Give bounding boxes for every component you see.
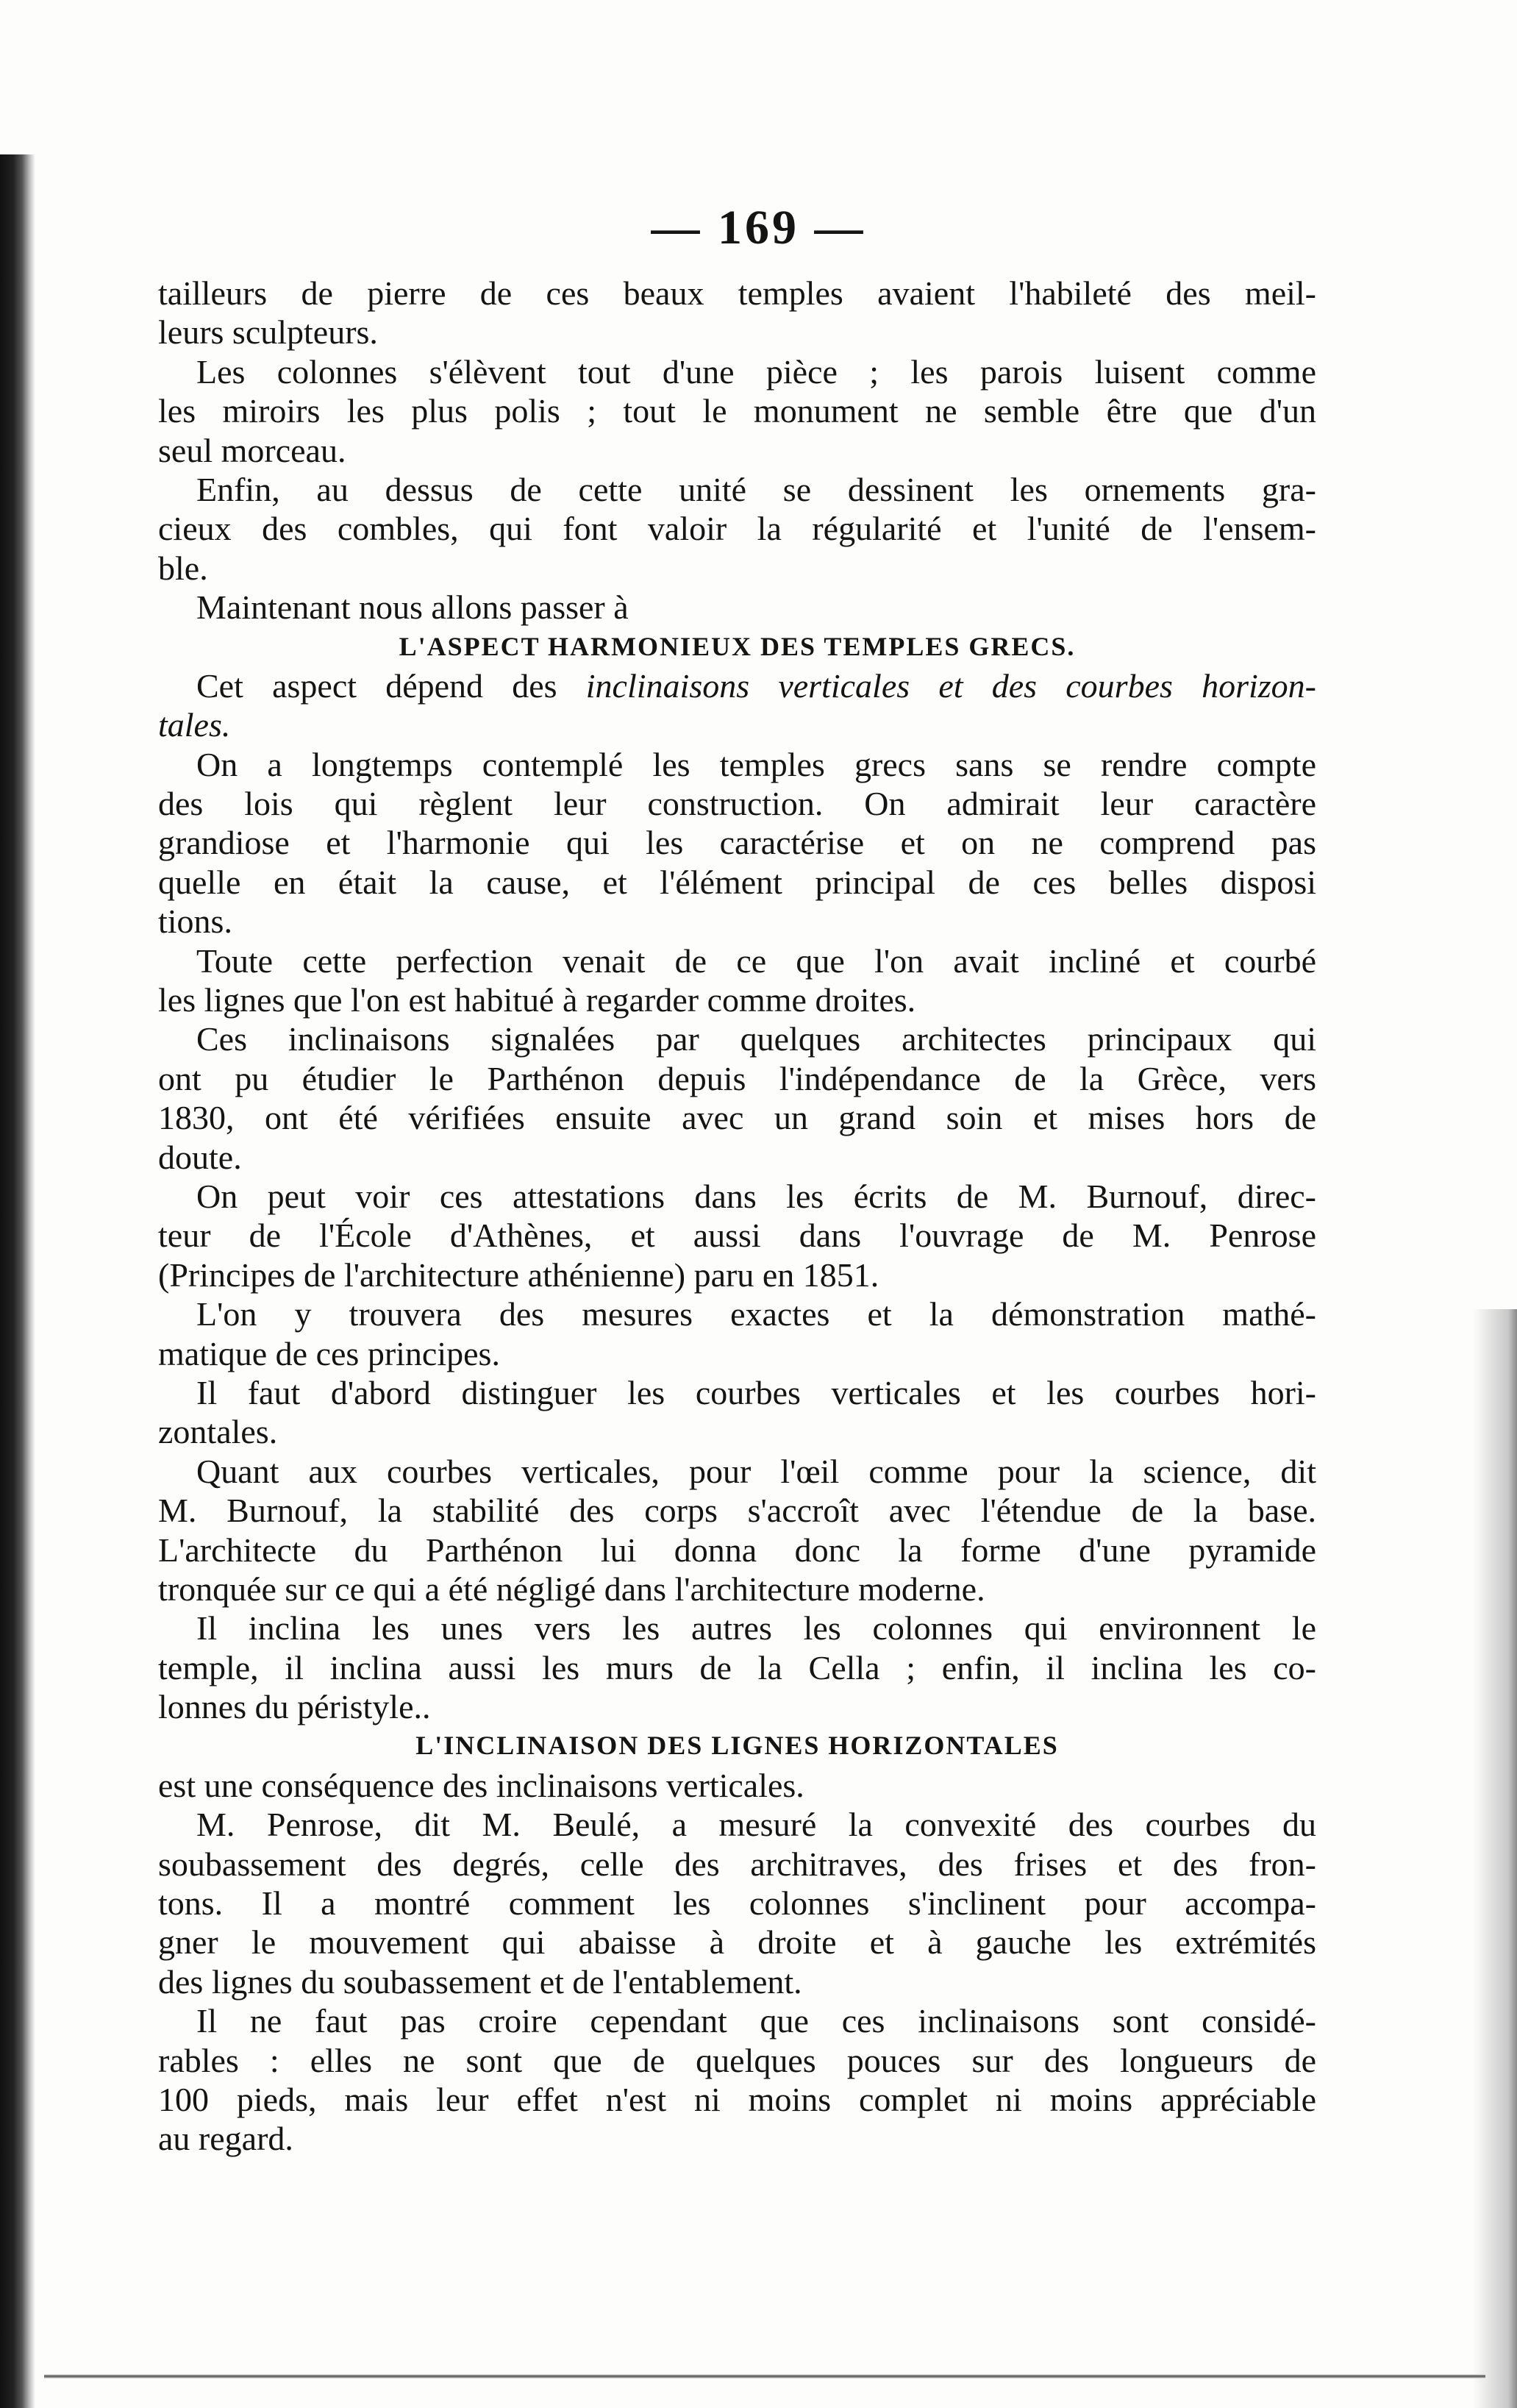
text-line: On peut voir ces attestations dans les écrits de M. Burnouf, direc-	[196, 1177, 1316, 1215]
text-line: Enfin, au dessus de cette unité se dessinent les ornements gra-	[196, 470, 1316, 508]
text-line: tons. Il a montré comment les colonnes s'inclinent pour accompa-	[158, 1884, 1316, 1923]
text-line: Il faut d'abord distinguer les courbes verticales et les courbes hori-	[196, 1373, 1316, 1411]
text-line: (Principes de l'architecture athénienne) paru en 1851.	[158, 1255, 879, 1294]
text-line: tronquée sur ce qui a été négligé dans l'architecture moderne.	[158, 1570, 985, 1608]
text-line: seul morceau.	[158, 431, 346, 469]
text-line: lonnes du péristyle..	[158, 1688, 431, 1726]
text-line: Quant aux courbes verticales, pour l'œil comme pour la science, dit	[196, 1452, 1316, 1490]
text-line: Toute cette perfection venait de ce que l'on avait incliné et courbé	[196, 941, 1316, 980]
text-line: Il inclina les unes vers les autres les colonnes qui environnent le	[196, 1609, 1316, 1648]
text-run: Cet aspect dépend des	[196, 666, 586, 705]
text-line: grandiose et l'harmonie qui les caractérise et on ne comprend pas	[158, 824, 1316, 862]
text-body	[158, 274, 1316, 2159]
text-line: au regard.	[158, 2120, 293, 2158]
text-line: M. Burnouf, la stabilité des corps s'accroît avec l'étendue de la base.	[158, 1492, 1316, 1530]
text-line: doute.	[158, 1138, 242, 1176]
text-line: Les colonnes s'élèvent tout d'une pièce ; les parois luisent comme	[196, 352, 1316, 391]
text-line: Ces inclinaisons signalées par quelques architectes principaux qui	[196, 1020, 1316, 1058]
text-line: des lois qui règlent leur construction. On admirait leur caractère	[158, 785, 1316, 823]
text-line: 1830, ont été vérifiées ensuite avec un grand soin et mises hors de	[158, 1099, 1316, 1137]
text-line: soubassement des degrés, celle des architraves, des frises et des fron-	[158, 1845, 1316, 1883]
text-line: matique de ces principes.	[158, 1334, 500, 1372]
text-line: quelle en était la cause, et l'élément principal de ces belles disposi	[158, 863, 1316, 901]
text-line: teur de l'École d'Athènes, et aussi dans l'ouvrage de M. Penrose	[158, 1217, 1316, 1255]
text-line: temple, il inclina aussi les murs de la Cella ; enfin, il inclina les co-	[158, 1648, 1316, 1686]
text-line: On a longtemps contemplé les temples grecs sans se rendre compte	[196, 745, 1316, 783]
text-line: zontales.	[158, 1413, 278, 1451]
page-number: — 169 —	[651, 201, 866, 254]
text-line: rables : elles ne sont que de quelques pouces sur des longueurs de	[158, 2041, 1316, 2079]
text-line: leurs sculpteurs.	[158, 313, 378, 352]
text-line: des lignes du soubassement et de l'entablement.	[158, 1962, 802, 2001]
page-edge-shadow	[1473, 1309, 1517, 2408]
italic-text-run: inclinaisons verticales et des courbes horizon-	[585, 666, 1316, 705]
bottom-edge	[44, 2374, 1485, 2379]
text-line: les lignes que l'on est habitué à regarder comme droites.	[158, 981, 916, 1019]
text-line: 100 pieds, mais leur effet n'est ni moins complet ni moins appréciable	[158, 2080, 1316, 2118]
text-line: Il ne faut pas croire cependant que ces inclinaisons sont considé-	[196, 2002, 1316, 2040]
text-line: tailleurs de pierre de ces beaux temples avaient l'habileté des meil-	[158, 274, 1316, 312]
text-line: tions.	[158, 902, 232, 941]
text-line: tales.	[158, 706, 231, 744]
text-line	[158, 666, 1316, 705]
text-line: gner le mouvement qui abaisse à droite et à gauche les extrémités	[158, 1923, 1316, 1962]
text-line: Maintenant nous allons passer à	[196, 588, 629, 627]
text-line: ble.	[158, 549, 208, 587]
text-line: L'on y trouvera des mesures exactes et la démonstration mathé-	[196, 1295, 1316, 1333]
text-line: les miroirs les plus polis ; tout le monument ne semble être que d'un	[158, 392, 1316, 430]
text-line: cieux des combles, qui font valoir la régularité et l'unité de l'ensem-	[158, 510, 1316, 548]
text-line: est une conséquence des inclinaisons verticales.	[158, 1766, 804, 1804]
binding-edge	[0, 154, 35, 2408]
text-line: L'architecte du Parthénon lui donna donc la forme d'une pyramide	[158, 1531, 1316, 1569]
text-line: M. Penrose, dit M. Beulé, a mesuré la convexité des courbes du	[196, 1806, 1316, 1844]
section-heading: L'INCLINAISON DES LIGNES HORIZONTALES	[415, 1731, 1059, 1761]
section-heading: L'ASPECT HARMONIEUX DES TEMPLES GRECS.	[399, 631, 1076, 661]
text-line: ont pu étudier le Parthénon depuis l'indépendance de la Grèce, vers	[158, 1059, 1316, 1097]
